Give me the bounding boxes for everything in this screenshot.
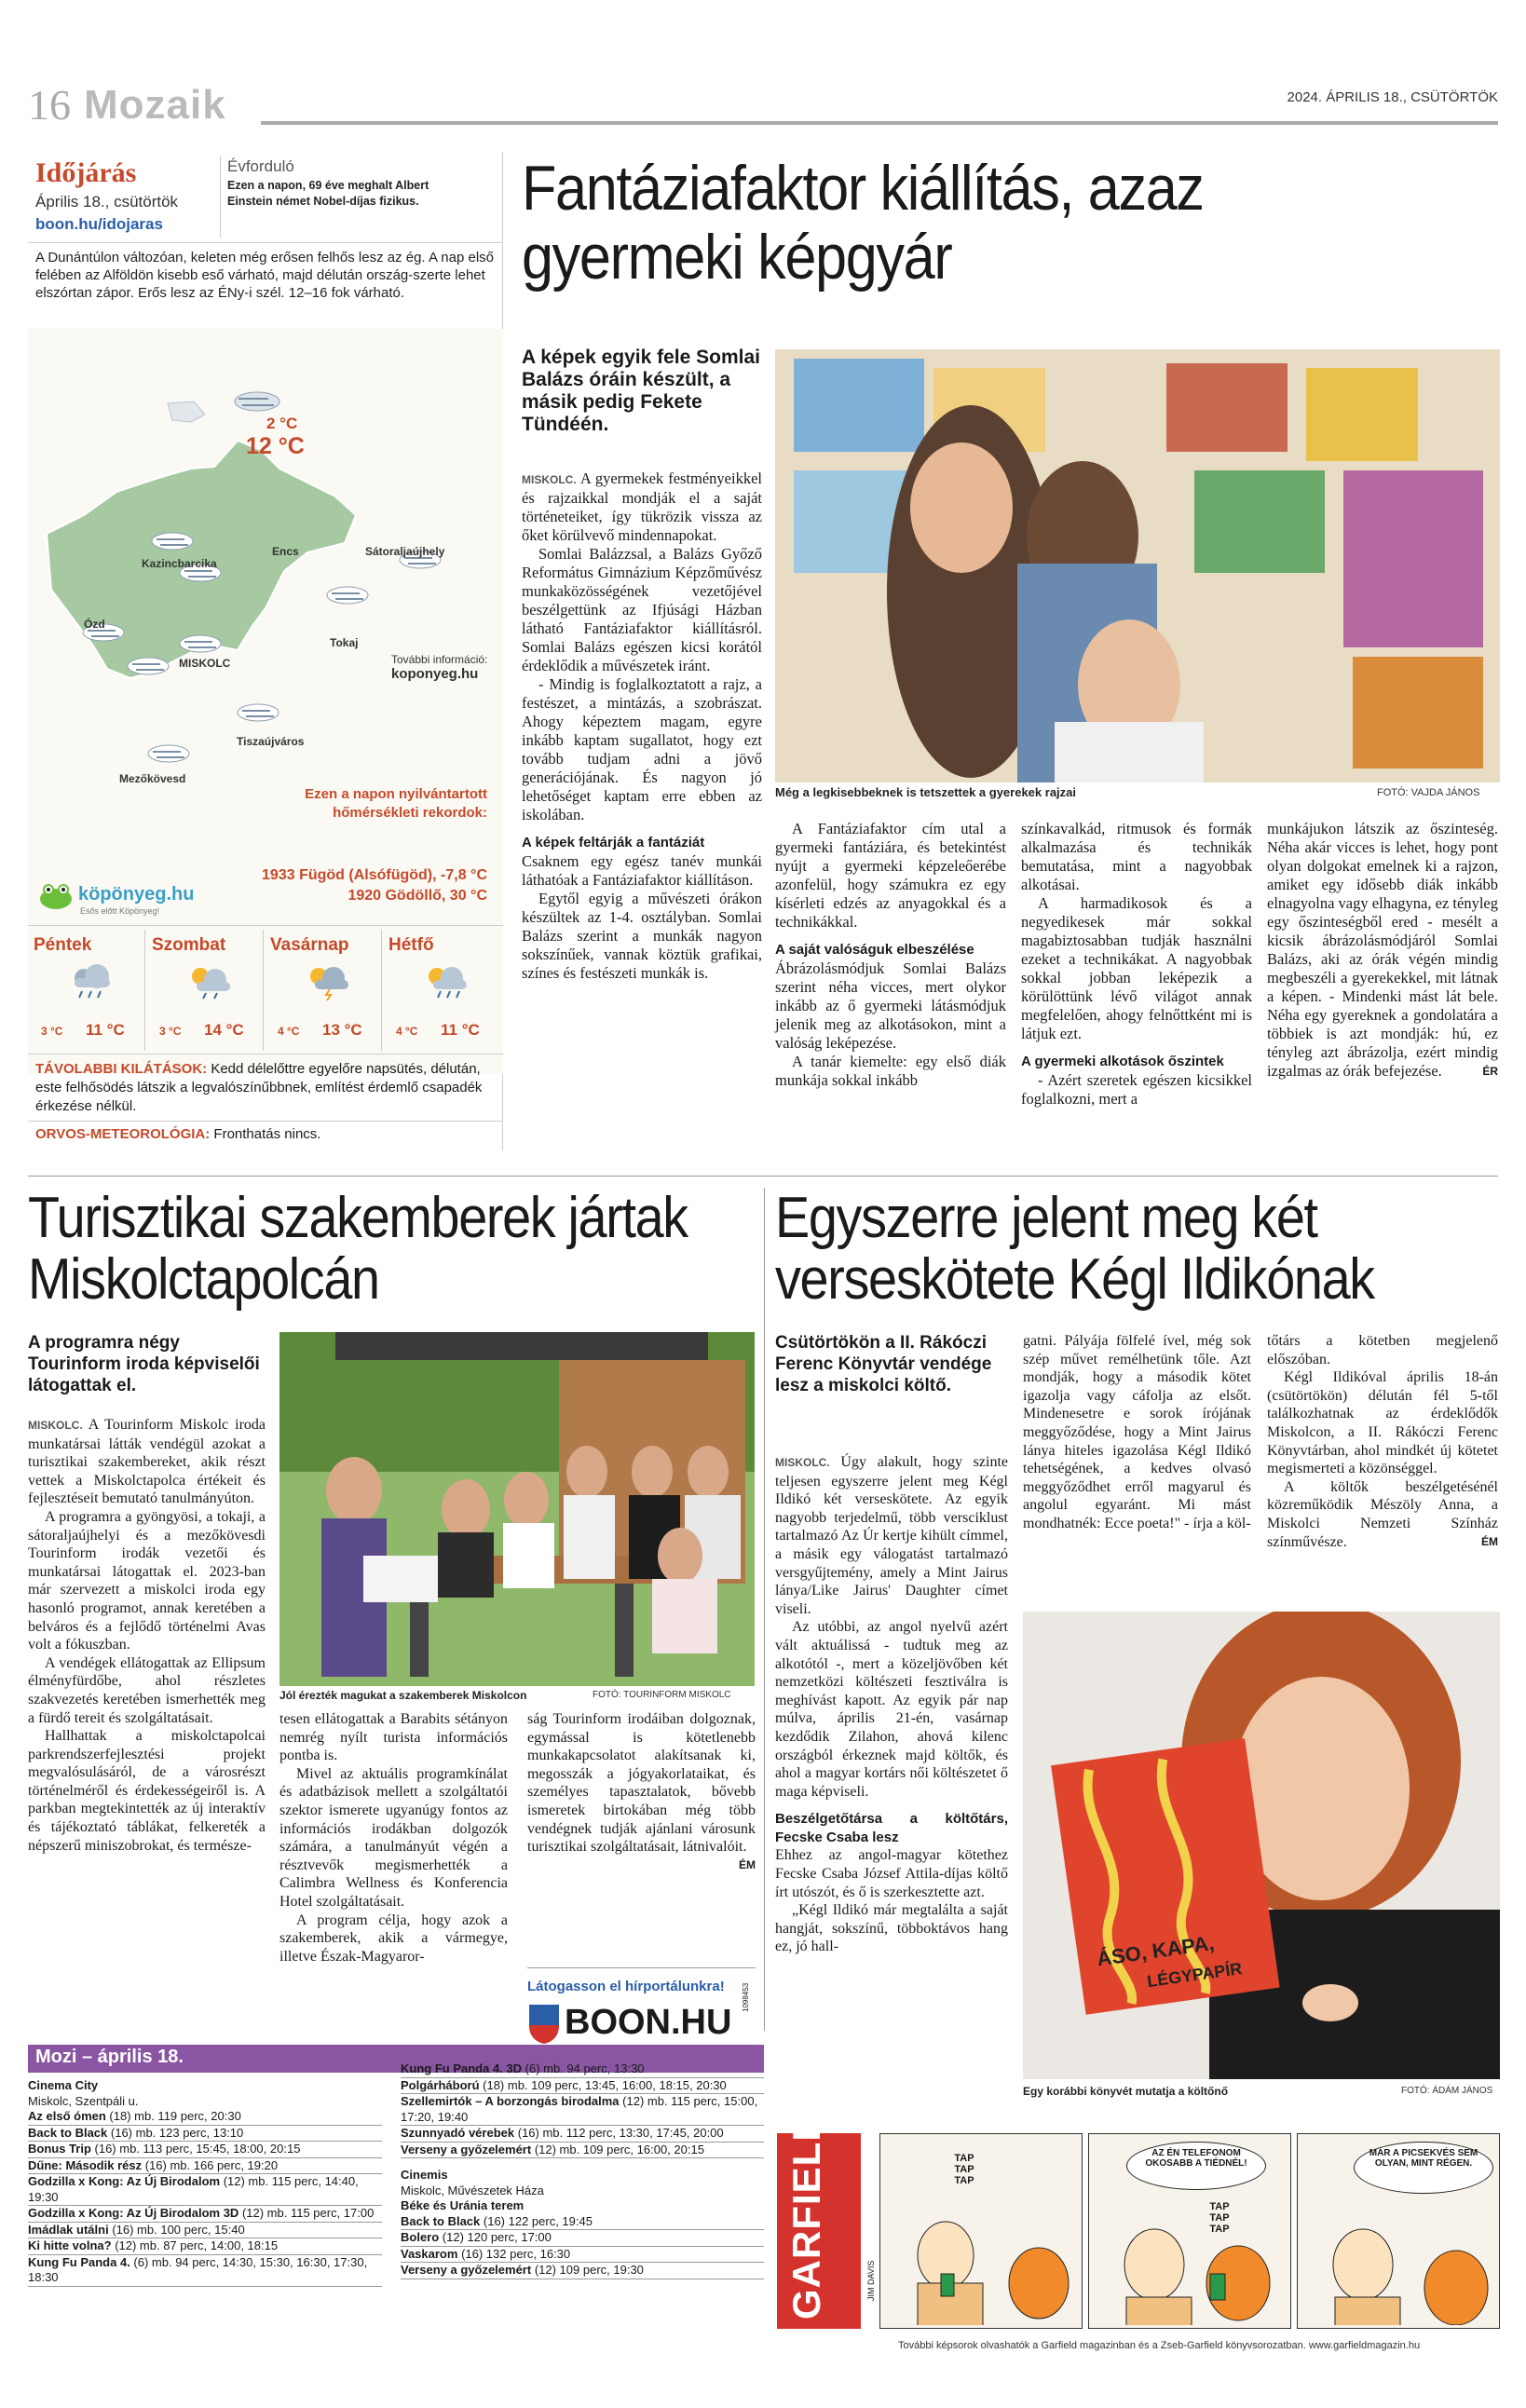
divider [28, 925, 503, 926]
city-label: Kazincbarcika [142, 557, 217, 570]
ad-headline: Látogasson el hírportálunkra! [527, 1979, 725, 1994]
article1-col4: munkájukon látszik az őszinteség. Néha akár vicces is lehet, hogy pont olyan dolgokat emelnek ki a rajzon, amiket egy idősebb diák inkább elnagyolna vagy elhagyna, ez tényleg egy őszinteségből ered - mesélt a kicsik ábrázolásmódjáról Somlai Balázs, aki az órák végén mindig megbeszéli a gyerekekkel, mit látnak a képen. - Mindenki mást lát bele. Néha egy gyereknek a gondolatára a többiek is azt mondják: hú, ez tényleg azt ábrázolja, ezért mindig izgalmas az órák befejezése. ÉR [1267, 820, 1498, 1080]
cloud-icon [149, 530, 196, 552]
film-entry: Godzilla x Kong: Az Új Birodalom 3D (12) mb. 115 perc, 17:00 [28, 2206, 382, 2223]
city-label: Encs [272, 545, 299, 558]
cloud-icon [125, 655, 171, 677]
group-photo [279, 1332, 755, 1686]
film-entry: Az első ómen (18) mb. 119 perc, 20:30 [28, 2109, 382, 2126]
comic-panel-1: TAP TAP TAP [879, 2133, 1083, 2329]
film-entry: Szunnyadó vérebek (16) mb. 112 perc, 13:30, 17:45, 20:00 [401, 2126, 764, 2143]
film-entry: Kung Fu Panda 4. (6) mb. 94 perc, 14:30, 15:30, 16:30, 17:30, 18:30 [28, 2255, 382, 2287]
medical-meteorology: ORVOS-METEOROLÓGIA: Fronthatás nincs. [35, 1126, 321, 1142]
article1-photo [775, 349, 1500, 782]
city-label: Mezőkövesd [119, 772, 186, 785]
divider [28, 242, 503, 243]
forecast-day: Hétfő 4 °C 11 °C [388, 935, 480, 1039]
garfield-sitting [1307, 2209, 1493, 2325]
article3-credit: FOTÓ: ÁDÁM JÁNOS [1401, 2086, 1493, 2096]
frog-logo-icon [37, 882, 75, 910]
divider [527, 1967, 756, 1968]
provider-slogan: Esős előtt Köpönyeg! [80, 906, 160, 916]
film-entry: Back to Black (16) mb. 123 perc, 13:10 [28, 2126, 382, 2143]
film-entry: Imádlak utálni (16) mb. 100 perc, 15:40 [28, 2223, 382, 2239]
record-low: 1933 Fügöd (Alsófügöd), -7,8 °C [262, 867, 487, 883]
column-divider [764, 1188, 765, 2031]
article3-col1: MISKOLC. Úgy alakult, hogy szinte teljesen egyszerre jelent meg Kégl Ildikó két verseskötete. Az egyik nagyobb terjedelmű, több versciklust tartalmazó Az Úr kertje kihült címmel, a másik egy válogatást tartalmazó versgyűjtemény, amely a Mint Jairus lánya/Like Jairus' Daughter címet viseli. Az utóbbi, az angol nyelvű azért vált aktuálissá - tudtuk meg az alkotótól -, mert a közeljövőben két nemzetközi költészeti fesztiválra is meghívást kapott. Az egyik pár nap múlva, április 21-én, vasárnap kezdődik Zilahon, ahová kilenc országból érkeznek majd költők, és ahol a magyar kortárs női költészetet ő maga képviseli. Beszélgetőtársa a költőtárs, Fecske Csaba lesz Ehhez az angol-magyar kötethez Fecske Csaba József Attila-díjas költő írt utószót, és ő is szerkesztette azt. „Kégl Ildikó már megtalálta a saját hangját, sokszínű, többoktávos hang ez, jó hall- [775, 1454, 1008, 1955]
article3-col3: tőtárs a kötetben megjelenő előszóban. Kégl Ildikóval április 18-án (csütörtökön) délután fél 5-től találkozhatnak az érdeklődők Miskolcon, a II. Rákóczi Ferenc Könyvtárban, ahol mindkét új kötetet megismerteti a közönséggel. A költők beszélgetésénél közreműködik Mészöly Anna, a Miskolci Nemzeti Színház színművésze. ÉM [1267, 1333, 1498, 1550]
cloud-icon [235, 701, 281, 724]
section-title: Mozaik [84, 82, 226, 128]
comic-panel-3 [1297, 2133, 1500, 2329]
speech-bubble: MÁR A PICSEKVÉS SEM OLYAN, MINT RÉGEN. [1354, 2142, 1493, 2194]
anniversary-title: Évforduló [227, 157, 294, 175]
article1-col2: A Fantáziafaktor cím utal a gyermeki fantáziára, és betekintést nyújt a gyermeki képzeleőerébe azonfelül, hogy számukra ez egy kísérleti edzés az anyagokkal és a technikákkal. A saját valóságuk elbeszélése Ábrázolásmódjuk Somlai Balázs szerint néha vicces, mert olykor inkább az ő gyermeki látásmódjuk jelenik meg az alkotásokon, mint a valóság leképezése. A tanár kiemelte: egy első diák munkája sokkal inkább [775, 820, 1006, 1089]
film-entry: Verseny a győzelemért (12) 109 perc, 19:30 [401, 2263, 764, 2279]
garfield-footer: További képsorok olvashatók a Garfield magazinban és a Zseb-Garfield könyvsorozatban. www.garfieldmagazin.hu [898, 2340, 1421, 2351]
speech-bubble: AZ ÉN TELEFONOM OKOSABB A TIÉDNÉL! [1126, 2142, 1266, 2190]
article1-credit: FOTÓ: VAJDA JÁNOS [1377, 787, 1480, 798]
forecast-day: Szombat 3 °C 14 °C [146, 930, 264, 1051]
svg-text:LÉGYPAPÍR: LÉGYPAPÍR [1145, 1959, 1244, 1992]
city-label: Sátoraljaújhely [365, 545, 445, 558]
divider [220, 156, 221, 238]
article1-col3: színkavalkád, ritmusok és formák alkalmazása és technikák bemutatása, mint a nagyobbak alkotásai. A harmadikosok és a negyedikesek már sokkal magabiztosabban tudják használni ezeket a technikákat. A nagyobbak sokkal jobban leképezik a körülöttünk lévő világot annak megfelelően, ahogy felnőttként mi is látjuk ezt. A gyermeki alkotások őszintek - Azért szeretek egészen kicsikkel foglalkozni, mert a [1021, 820, 1252, 1108]
book-cover-title: ÁSO, KAPA, [1095, 1931, 1216, 1971]
exhibition-photo [775, 349, 1500, 782]
header-rule [261, 121, 1498, 125]
section-divider [28, 1176, 1498, 1177]
garfield-strip [777, 2112, 1526, 2385]
map-high-temp: 12 °C [246, 433, 305, 459]
sun-cloud-icon [184, 963, 238, 1000]
article2-lead: A programra négy Tourinform iroda képviselői látogattak el. [28, 1333, 260, 1395]
outlook: TÁVOLABBI KILÁTÁSOK: Kedd délelőttre egyelőre napsütés, délután, este felhősödés látszik a legvalószínűbbnek, említést érdemlő csapadék érkezése nélkül. [35, 1061, 483, 1114]
poet-photo [1023, 1612, 1500, 2079]
city-label: Tiszaújváros [237, 735, 305, 748]
forecast-day: Péntek 3 °C 11 °C [28, 930, 145, 1051]
article1-col1: MISKOLC. A gyermekek festményeikkel és rajzaikkal mondják el a saját történeteiket, így tükrözik vissza az őket körülvevő mindennapokat. Somlai Balázzsal, a Balázs Győző Református Gimnázium Képzőművész munkaközösségének vezetőjével beszélgettünk az Ifjúsági Házban látható Fantáziafaktor kiállításról. Somlai Balázs egészen kicsi korától érdeklődik a művészetek iránt. - Mindig is foglalkoztatott a rajz, a festészet, a mintázás, a szobrászat. Ahogy képeztem magam, egyre inkább kaptam sugallatot, hogy ezt tovább tudjam adni a jövő generációjának. És nagyon jó lehetőséget kaptam erre ebben az iskolában. A képek feltárják a fantáziát Csaknem egy egész tanév munkái láthatóak a Fantáziafaktor kiállításon. Egytől egyig a művészeti órákon készültek az 1-4. osztályban. Somlai Balázs szerint a munkák nagyon sokszínűek, vannak köztük grafikai, színes és festészeti munkák is. [522, 469, 762, 982]
more-info-site[interactable]: koponyeg.hu [391, 666, 479, 682]
article3-headline: Egyszerre jelent meg két verseskötete Kégl Ildikónak [775, 1186, 1374, 1312]
article3-col2: gatni. Pályája fölfelé ível, még sok szép művet remélhetünk tőle. Azt mondják, hogy a második kötet igazolja vagy cáfolja az elsőt. Mindenesetre e sorok írójának meggyőződése, hogy a Mint Jairus lánya hiteles igazolása Kégl Ildikó tehetségének, a kedves olvasó meggyőződhet erről magyarul és angolul egyaránt. Mi mást mondhatnék: Ecce poeta!" - írja a köl- [1023, 1333, 1251, 1531]
provider-logo: köpönyeg.hu [78, 884, 195, 905]
film-entry: Godzilla x Kong: Az Új Birodalom (12) mb. 115 perc, 14:40, 19:30 [28, 2174, 382, 2206]
article2-credit: FOTÓ: TOURINFORM MISKOLC [593, 1690, 731, 1700]
page-number: 16 [28, 81, 71, 129]
shield-icon [527, 2003, 561, 2046]
film-entry: Bolero (12) 120 perc, 17:00 [401, 2230, 764, 2247]
comic-panel-2: AZ ÉN TELEFONOM OKOSABB A TIÉDNÉL! TAP TAP TAP [1088, 2133, 1291, 2329]
film-entry: Back to Black (16) 122 perc, 19:45 [401, 2214, 764, 2231]
film-entry: Bonus Trip (16) mb. 113 perc, 15:45, 18:00, 20:15 [28, 2142, 382, 2158]
weather-title: Időjárás [35, 157, 137, 188]
map-low-temp: 2 °C [266, 415, 298, 432]
records-header: Ezen a napon nyilvántartott hőmérsékleti rekordok: [305, 786, 487, 821]
article2-photo [279, 1332, 755, 1686]
article2-headline: Turisztikai szakemberek jártak Miskolctapolcán [28, 1186, 688, 1312]
cloud-icon [231, 385, 283, 413]
anniversary-text: Ezen a napon, 69 éve meghalt Albert Einstein német Nobel-díjas fizikus. [227, 179, 429, 208]
article3-lead: Csütörtökön a II. Rákóczi Ferenc Könyvtár vendége lesz a miskolci költő. [775, 1333, 992, 1395]
article2-col3: ság Tourinform irodáiban dolgoznak, egymással is kötetlenebb munkakapcsolatot alakítsanak ki, megosszák a jógyakorlataikat, és személyes tapasztalatok, bővebb ismeretek birtokában még több vendégnek tudják ajánlani városunk turisztikai szolgáltatásait, látnivalóit. ÉM [527, 1711, 756, 1871]
film-entry: Kung Fu Panda 4. 3D (6) mb. 94 perc, 13:30 [401, 2061, 764, 2078]
article3-photo [1023, 1612, 1500, 2079]
page-header [28, 80, 1498, 129]
weather-link[interactable]: boon.hu/idojaras [35, 215, 163, 233]
film-entry: Verseny a győzelemért (12) mb. 109 perc, 16:00, 20:15 [401, 2143, 764, 2159]
rain-cloud-icon [65, 963, 119, 1000]
ad-logo[interactable]: BOON.HU [565, 2003, 732, 2042]
cinema-col2: Kung Fu Panda 4. 3D (6) mb. 94 perc, 13:30 Polgárháború (18) mb. 109 perc, 13:45, 16:00, 18:15, 20:30 Szellemirtók – A borzongás birodalma (12) mb. 115 perc, 15:00, 17:20, 19:40 Szunnyadó vérebek (16) mb. 112 perc, 13:30, 17:45, 20:00 Verseny a győzelemért (12) mb. 109 perc, 16:00, 20:15 Cinemis Miskolc, Művészetek Háza Béke és Uránia terem Back to Black (16) 122 perc, 19:45 Bolero (12) 120 perc, 17:00 Vaskarom (16) 132 perc, 16:30 Verseny a győzelemért (12) 109 perc, 19:30 [401, 2061, 764, 2279]
article2-caption: Jól érezték magukat a szakemberek Miskolcon [279, 1689, 527, 1702]
city-label: Tokaj [330, 636, 359, 649]
issue-date: 2024. ÁPRILIS 18., CSÜTÖRTÖK [1287, 89, 1498, 105]
weather-description: A Dunántúlon változóan, keleten még erősen felhős lesz az ég. A nap első felében az Alföldön kisebb eső várható, majd délután ország-szerte lehet elszórtan zápor. Erős lesz az ÉNy-i szél. 12–16 fok várható. [35, 250, 494, 301]
cinema-col1: Cinema City Miskolc, Szentpáli u. Az első ómen (18) mb. 119 perc, 20:30 Back to Black (16) mb. 123 perc, 13:10 Bonus Trip (16) mb. 113 perc, 15:45, 18:00, 20:15 Dűne: Második rész (16) mb. 166 perc, 19:20 Godzilla x Kong: Az Új Birodalom (12) mb. 115 perc, 14:40, 19:30 Godzilla x Kong: Az Új Birodalom 3D (12) mb. 115 perc, 17:00 Imádlak utálni (16) mb. 100 perc, 15:40 Ki hitte volna? (12) mb. 87 perc, 14:00, 18:15 Kung Fu Panda 4. (6) mb. 94 perc, 14:30, 15:30, 16:30, 17:30, 18:30 [28, 2078, 382, 2287]
film-entry: Szellemirtók – A borzongás birodalma (12) mb. 115 perc, 15:00, 17:20, 19:40 [401, 2094, 764, 2126]
divider [28, 1121, 503, 1122]
garfield-with-phone [1098, 2209, 1285, 2325]
weather-box [28, 152, 503, 1150]
rain-cloud-icon [420, 963, 474, 1000]
cinema-listing [28, 2045, 764, 2389]
storm-cloud-icon [302, 963, 356, 1000]
record-high: 1920 Gödöllő, 30 °C [347, 888, 487, 904]
film-entry: Vaskarom (16) 132 perc, 16:30 [401, 2247, 764, 2264]
garfield-logo: GARFIELD [777, 2133, 861, 2329]
article3-caption: Egy korábbi könyvét mutatja a költőnő [1023, 2085, 1229, 2098]
article1-caption: Még a legkisebbeknek is tetszettek a gyerekek rajzai [775, 785, 1077, 799]
garfield-author: JIM DAVIS [866, 2260, 876, 2301]
cloud-icon [177, 633, 224, 655]
city-label: MISKOLC [179, 657, 231, 670]
cinema-title: Mozi – április 18. [35, 2047, 184, 2067]
article2-col1: MISKOLC. A Tourinform Miskolc iroda munkatársai látták vendégül azokat a turisztikai szakembereket, akik részt vettek a Miskolctapolca értékeit és fejlesztéseit bemutató tanulmányúton. A programra a gyöngyösi, a tokaji, a sátoraljaújhelyi és a mezőkövesdi Tourinform irodák vezetői és munkatársai látogattak el. 2023-ban már szervezett a miskolci iroda egy hasonló programot, annak keretében a belváros és a fejlődő történelmi Avas volt a fókuszban. A vendégek ellátogattak az Ellipsum élményfürdőbe, ahol részletes szakvezetés keretében ismerhették meg a fürdő tereit és szolgáltatásait. Hallhattak a miskolctapolcai parkrendszerfejlesztési projekt megvalósulásáról, de a városrészt történelméről és érdekességeiről is. A parkban megtekintették az új interaktív és tájékoztató táblákat, felkereték a népszerű miniszobrokat, és természe- [28, 1417, 266, 1854]
ad-code: 1098453 [742, 1982, 750, 2012]
forecast-day: Vasárnap 4 °C 13 °C [265, 930, 382, 1051]
weather-date: Április 18., csütörtök [35, 193, 179, 211]
jon-and-garfield [890, 2209, 1076, 2325]
film-entry: Ki hitte volna? (12) mb. 87 perc, 14:00, 18:15 [28, 2238, 382, 2255]
cloud-icon [145, 742, 192, 765]
cloud-icon [324, 584, 371, 606]
article1-headline: Fantáziafaktor kiállítás, azaz gyermeki képgyár [522, 153, 1204, 292]
film-entry: Dűne: Második rész (16) mb. 166 perc, 19:20 [28, 2158, 382, 2175]
film-entry: Polgárháború (18) mb. 109 perc, 13:45, 16:00, 18:15, 20:30 [401, 2078, 764, 2095]
article1-lead: A képek egyik fele Somlai Balázs óráin készült, a másik pedig Fekete Tündéén. [522, 347, 761, 435]
city-label: Ózd [84, 618, 105, 631]
more-info: További információ: koponyeg.hu [391, 653, 488, 682]
article2-col2: tesen ellátogattak a Barabits sétányon nemrég nyílt turista információs pontba is. Mivel az aktuális programkínálat és adatbázisok mellett a szolgáltatói szektor ismerete ugyanúgy fontos az információs irodákban dolgozók számára, a tanulmányút végén a résztvevők megismerhették a Calimbra Wellness és Konferencia Hotel szolgáltatásait. A program célja, hogy azok a szakemberek, akik a vármegye, illetve Észak-Magyaror- [279, 1711, 508, 1965]
